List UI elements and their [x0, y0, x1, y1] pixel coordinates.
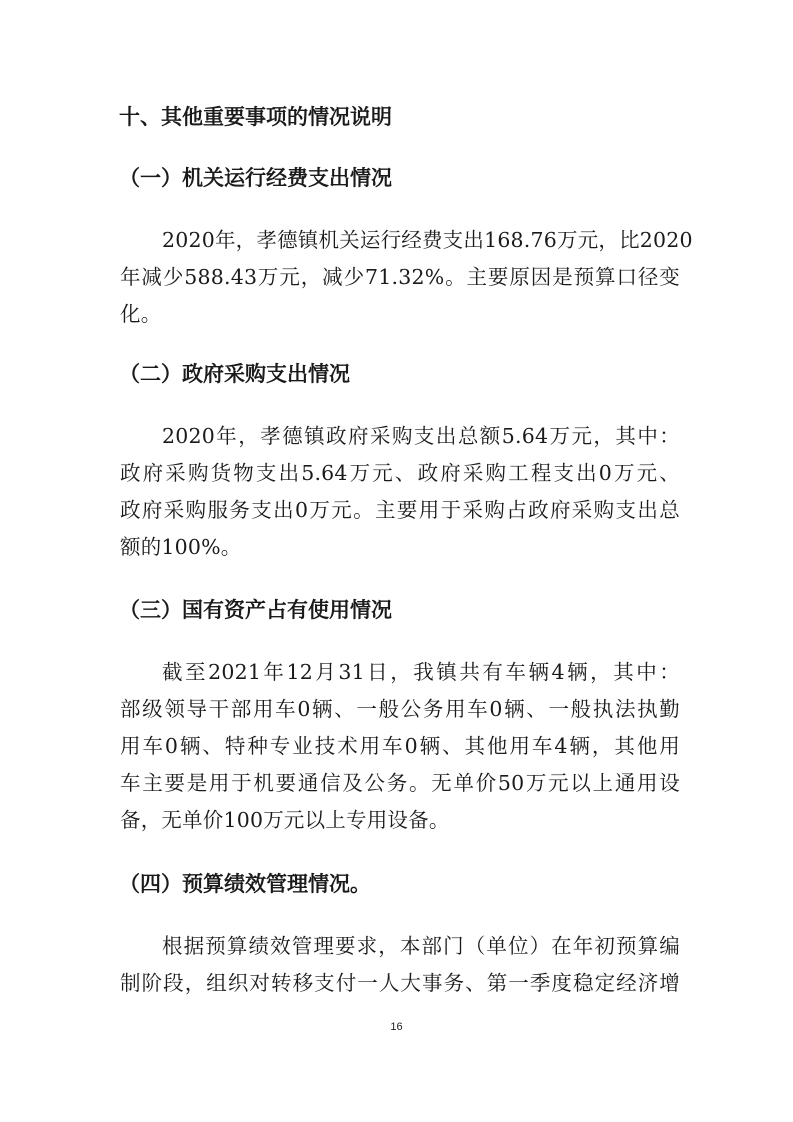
section-heading-state-assets: （三）国有资产占有使用情况 [119, 598, 392, 622]
body-line: 部级领导干部用车0辆、一般公务用车0辆、一般执法执勤 [120, 697, 680, 721]
section-heading-operating-expenses: （一）机关运行经费支出情况 [119, 166, 392, 190]
section-heading-performance-management: （四）预算绩效管理情况。 [119, 872, 371, 896]
section-body-performance-management [120, 928, 680, 1002]
body-line: 政府采购服务支出0万元。主要用于采购占政府采购支出总 [120, 498, 680, 522]
section-heading-government-procurement: （二）政府采购支出情况 [119, 362, 350, 386]
body-line: 截至2021年12月31日，我镇共有车辆4辆，其中： [162, 660, 680, 684]
section-body-operating-expenses [120, 222, 693, 333]
main-heading: 十、其他重要事项的情况说明 [119, 105, 392, 129]
section-body-government-procurement [120, 418, 680, 566]
body-line: 年减少588.43万元，减少71.32%。主要原因是预算口径变 [120, 265, 680, 289]
body-line: 2020年，孝德镇机关运行经费支出168.76万元，比2020 [162, 228, 693, 252]
body-line: 2020年，孝德镇政府采购支出总额5.64万元，其中： [162, 424, 680, 448]
body-line: 额的100%。 [120, 535, 242, 559]
body-line: 车主要是用于机要通信及公务。无单价50万元以上通用设 [120, 771, 680, 795]
page-number: 16 [390, 1021, 403, 1033]
body-line: 根据预算绩效管理要求，本部门（单位）在年初预算编 [162, 934, 680, 958]
body-line: 化。 [120, 302, 162, 326]
section-body-state-assets [120, 654, 680, 839]
body-line: 政府采购货物支出5.64万元、政府采购工程支出0万元、 [120, 461, 680, 485]
body-line: 用车0辆、特种专业技术用车0辆、其他用车4辆，其他用 [120, 734, 680, 758]
body-line: 制阶段，组织对转移支付一人大事务、第一季度稳定经济增 [120, 971, 680, 995]
body-line: 备，无单价100万元以上专用设备。 [120, 808, 450, 832]
